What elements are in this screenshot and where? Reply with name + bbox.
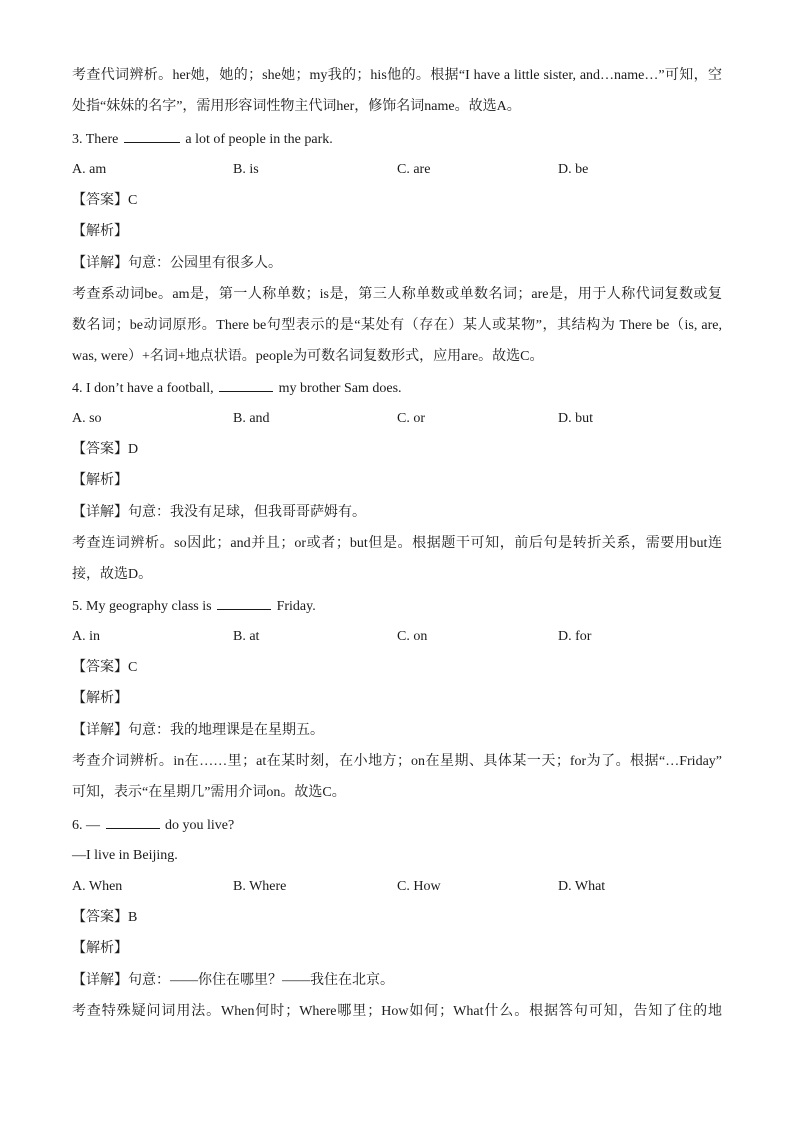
question-6-stem-start: 6. — xyxy=(72,818,100,833)
question-3 xyxy=(72,129,722,150)
question-4-option-d: D. but xyxy=(558,411,593,426)
question-6-option-d: D. What xyxy=(558,879,606,894)
question-3-analysis-label: 【解析】 xyxy=(72,224,128,239)
answer-blank xyxy=(219,378,273,392)
question-3-option-b: B. is xyxy=(233,162,259,177)
question-6-option-b: B. Where xyxy=(233,879,287,894)
question-5-option-d: D. for xyxy=(558,629,592,644)
answer-blank xyxy=(106,815,160,829)
question-4-stem-end: my brother Sam does. xyxy=(278,381,402,396)
question-5-option-c: C. on xyxy=(397,629,428,644)
question-5-explanation-line-1: 考查介词辨析。in在……里；at在某时刻，在小地方；on在星期、具体某一天；for为了。根据“…Friday” xyxy=(72,754,722,769)
question-6-reply: —I live in Beijing. xyxy=(72,848,178,863)
question-3-option-c: C. are xyxy=(397,162,431,177)
question-6-option-a: A. When xyxy=(72,879,123,894)
question-4-detail: 【详解】句意：我没有足球，但我哥哥萨姆有。 xyxy=(72,505,366,520)
question-4-stem-start: 4. I don’t have a football, xyxy=(72,381,214,396)
question-5-explanation-line-2: 可知，表示“在星期几”需用介词on。故选C。 xyxy=(72,785,346,800)
question-3-option-d: D. be xyxy=(558,162,589,177)
question-5-detail: 【详解】句意：我的地理课是在星期五。 xyxy=(72,723,324,738)
question-4-option-c: C. or xyxy=(397,411,425,426)
question-6-stem-end: do you live? xyxy=(165,818,235,833)
question-3-answer: 【答案】C xyxy=(72,193,138,208)
question-3-detail: 【详解】句意：公园里有很多人。 xyxy=(72,256,282,271)
question-5-stem-start: 5. My geography class is xyxy=(72,599,212,614)
answer-blank xyxy=(217,596,271,610)
question-4 xyxy=(72,378,722,399)
question-3-explanation-line-1: 考查系动词be。am是，第一人称单数；is是，第三人称单数或单数名词；are是，用于人称代词复数或复 xyxy=(72,287,722,302)
prev-explanation-line-2: 处指“妹妹的名字”，需用形容词性物主代词her，修饰名词name。故选A。 xyxy=(72,99,521,114)
question-4-explanation-line-1: 考查连词辨析。so因此；and并且；or或者；but但是。根据题干可知，前后句是转折关系，需要用but连 xyxy=(72,536,722,551)
question-3-explanation-line-3: was, were）+名词+地点状语。people为可数名词复数形式，应用are。故选C。 xyxy=(72,349,544,364)
question-6 xyxy=(72,815,722,836)
question-4-analysis-label: 【解析】 xyxy=(72,473,128,488)
question-3-explanation-line-2: 数名词；be动词原形。There be句型表示的是“某处有（存在）某人或某物”，其结构为 There be（is, are, xyxy=(72,318,722,333)
question-6-explanation-line-1: 考查特殊疑问词用法。When何时；Where哪里；How如何；What什么。根据答句可知，告知了住的地 xyxy=(72,1004,722,1019)
question-5-answer: 【答案】C xyxy=(72,660,138,675)
question-3-stem-start: 3. There xyxy=(72,132,119,147)
question-3-option-a: A. am xyxy=(72,162,107,177)
question-4-option-b: B. and xyxy=(233,411,270,426)
question-5 xyxy=(72,596,722,617)
question-6-option-c: C. How xyxy=(397,879,441,894)
question-5-option-b: B. at xyxy=(233,629,260,644)
question-4-explanation-line-2: 接，故选D。 xyxy=(72,567,153,582)
question-6-answer: 【答案】B xyxy=(72,910,138,925)
answer-blank xyxy=(124,129,180,143)
question-5-option-a: A. in xyxy=(72,629,100,644)
question-5-analysis-label: 【解析】 xyxy=(72,691,128,706)
question-4-option-a: A. so xyxy=(72,411,102,426)
prev-explanation-line-1: 考查代词辨析。her她，她的；she她；my我的；his他的。根据“I have a little sister, and…name…”可知，空 xyxy=(72,68,722,83)
question-3-stem-end: a lot of people in the park. xyxy=(185,132,333,147)
question-6-detail: 【详解】句意：——你住在哪里？——我住在北京。 xyxy=(72,973,394,988)
question-5-stem-end: Friday. xyxy=(276,599,316,614)
question-6-analysis-label: 【解析】 xyxy=(72,941,128,956)
question-4-answer: 【答案】D xyxy=(72,442,139,457)
